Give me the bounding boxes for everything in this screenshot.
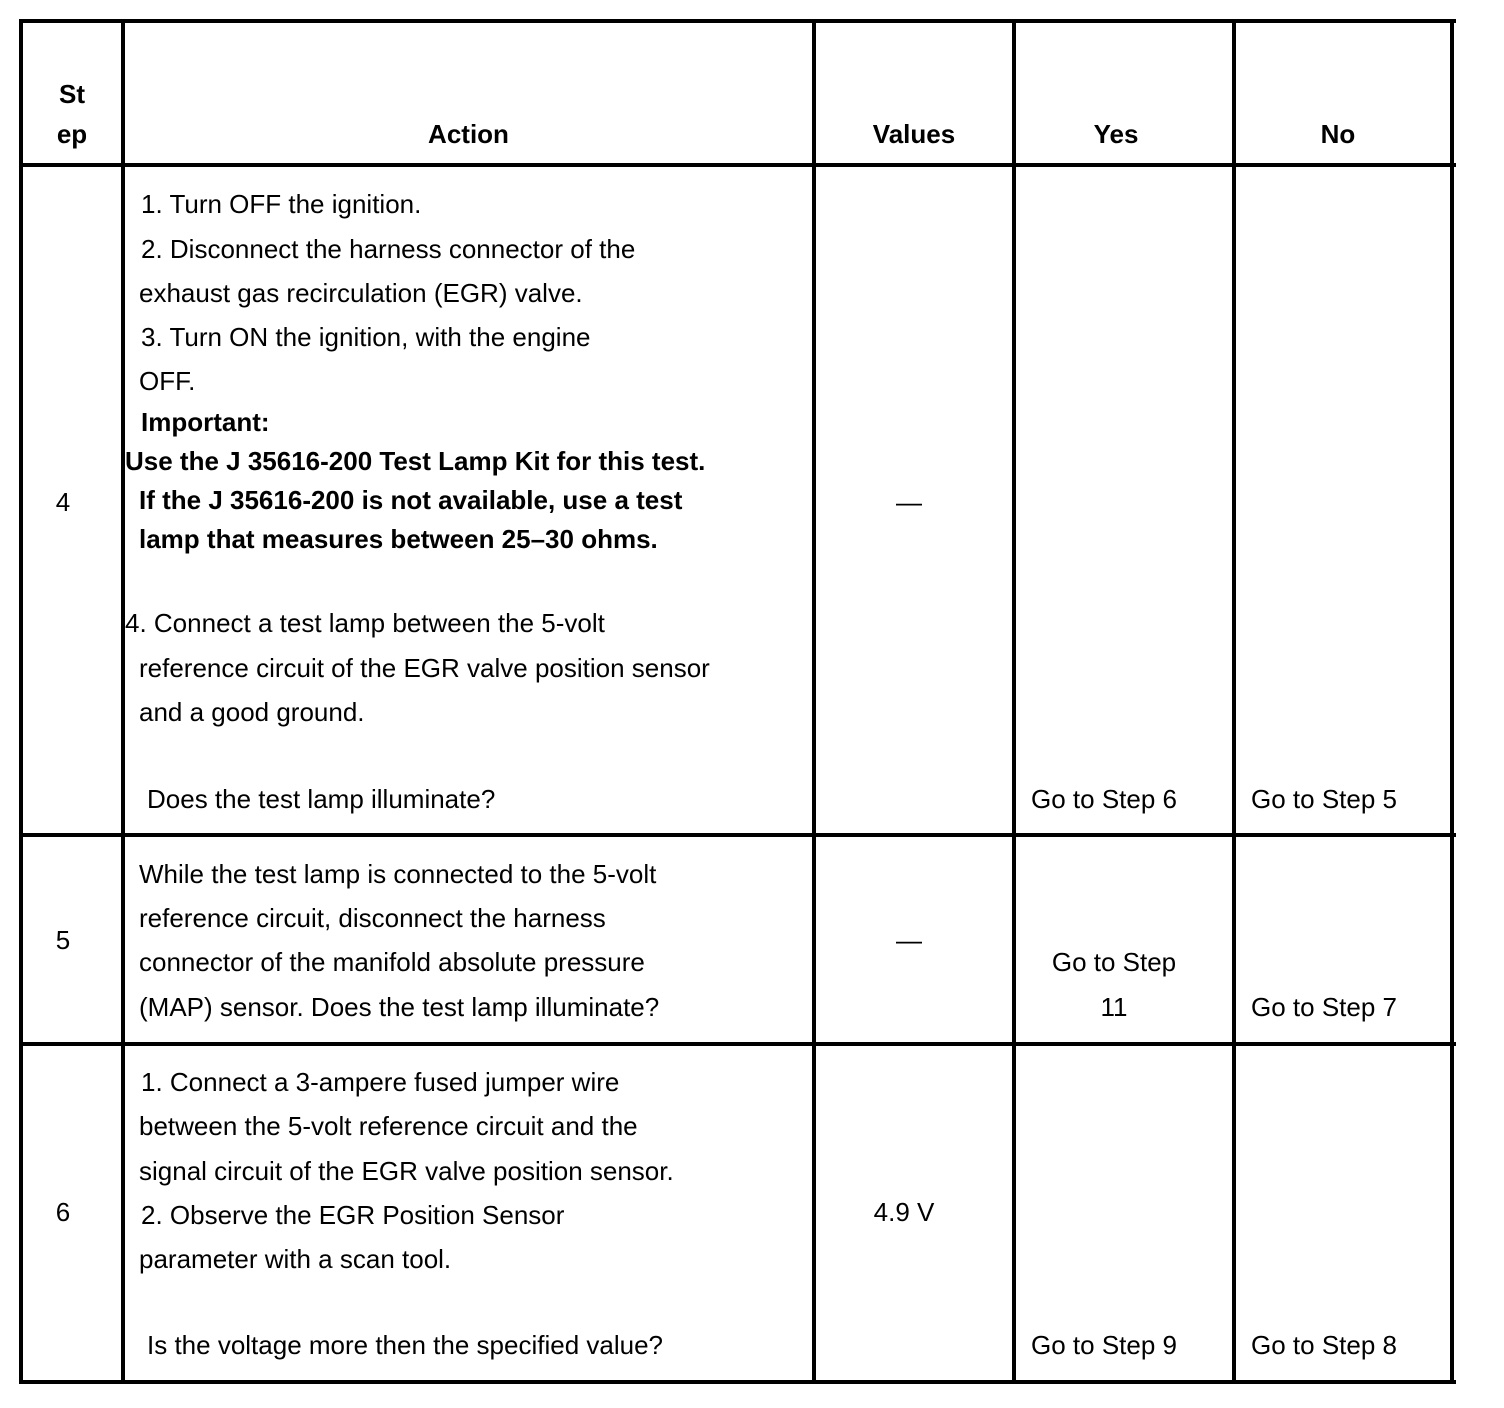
table-border-left — [19, 19, 23, 1384]
header-yes: Yes — [1093, 119, 1139, 149]
row6-action-line3: signal circuit of the EGR valve position sensor. — [139, 1156, 674, 1186]
row6-action-line2: between the 5-volt reference circuit and the — [139, 1111, 638, 1141]
row5-values: — — [896, 925, 922, 955]
row6-no: Go to Step 8 — [1251, 1330, 1397, 1360]
row5-yes-line1: Go to Step — [1051, 947, 1177, 977]
row4-action-line7: reference circuit of the EGR valve position sensor — [139, 653, 710, 683]
col-divider-yes-no — [1232, 19, 1236, 1384]
row6-question: Is the voltage more then the specified value? — [147, 1330, 663, 1360]
row4-no: Go to Step 5 — [1251, 784, 1397, 814]
row4-action-line5: OFF. — [139, 366, 196, 396]
row5-step: 5 — [55, 925, 71, 955]
row6-yes: Go to Step 9 — [1031, 1330, 1177, 1360]
row4-values: — — [896, 487, 922, 517]
row4-action-line6: 4. Connect a test lamp between the 5-volt — [125, 608, 605, 638]
row6-step: 6 — [55, 1197, 71, 1227]
row4-step: 4 — [55, 487, 71, 517]
col-divider-step-action — [121, 19, 125, 1384]
row4-action-line1: 1. Turn OFF the ignition. — [141, 189, 422, 219]
row-divider-5-6 — [19, 1042, 1456, 1046]
row5-no: Go to Step 7 — [1251, 992, 1397, 1022]
col-divider-values-yes — [1012, 19, 1016, 1384]
row4-action-line3: exhaust gas recirculation (EGR) valve. — [139, 278, 583, 308]
table-border-right — [1450, 19, 1454, 1384]
table-border-bottom — [19, 1380, 1456, 1384]
header-no: No — [1320, 119, 1356, 149]
row5-action-line3: connector of the manifold absolute pressure — [139, 947, 645, 977]
row6-action-line5: parameter with a scan tool. — [139, 1244, 452, 1274]
row4-important-line3: lamp that measures between 25–30 ohms. — [139, 524, 658, 554]
row4-important-title: Important: — [141, 407, 270, 437]
col-divider-action-values — [812, 19, 816, 1384]
row6-action-line1: 1. Connect a 3-ampere fused jumper wire — [141, 1067, 620, 1097]
table-border-top — [19, 19, 1456, 23]
row4-important-line2: If the J 35616-200 is not available, use a test — [139, 485, 683, 515]
row-divider-4-5 — [19, 833, 1456, 837]
header-divider — [19, 163, 1456, 167]
row4-question: Does the test lamp illuminate? — [147, 784, 496, 814]
row4-action-line2: 2. Disconnect the harness connector of the — [141, 234, 636, 264]
row4-important-line1: Use the J 35616-200 Test Lamp Kit for this test. — [125, 446, 706, 476]
row4-action-line4: 3. Turn ON the ignition, with the engine — [141, 322, 591, 352]
row5-action-line4: (MAP) sensor. Does the test lamp illuminate? — [139, 992, 660, 1022]
header-step-line2: ep — [56, 119, 88, 149]
header-step-line1: St — [59, 79, 85, 109]
row4-action-line8: and a good ground. — [139, 697, 365, 727]
row5-yes-line2: 11 — [1100, 992, 1128, 1022]
row6-values: 4.9 V — [873, 1197, 935, 1227]
row6-action-line4: 2. Observe the EGR Position Sensor — [141, 1200, 565, 1230]
row4-yes: Go to Step 6 — [1031, 784, 1177, 814]
row5-action-line1: While the test lamp is connected to the 5-volt — [139, 859, 657, 889]
header-values: Values — [872, 119, 956, 149]
header-action: Action — [428, 119, 509, 149]
row5-action-line2: reference circuit, disconnect the harness — [139, 903, 606, 933]
